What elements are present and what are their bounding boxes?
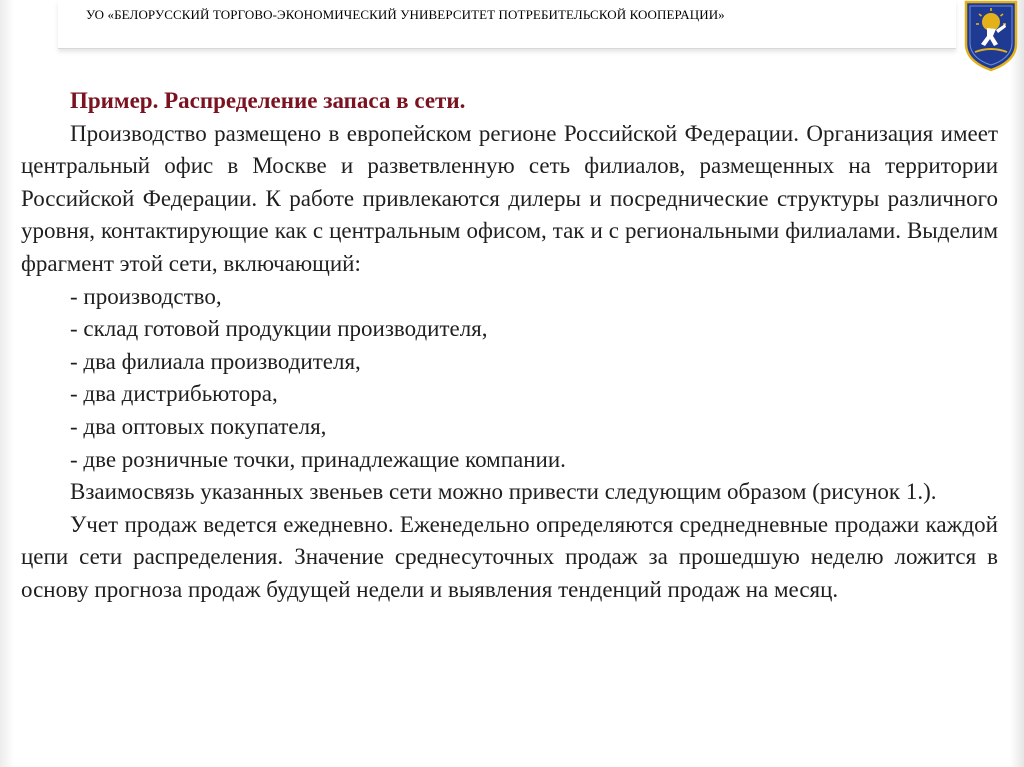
right-edge-shade xyxy=(1010,0,1024,767)
university-crest-icon xyxy=(963,0,1019,72)
list-item: - склад готовой продукции производителя, xyxy=(70,316,488,342)
slide-body xyxy=(21,85,998,607)
list-item: - два филиала производителя, xyxy=(70,348,361,374)
sales-paragraph: Учет продаж ведется ежедневно. Еженедельно определяются среднедневные продажи каждой цепи сети распределения. Значение среднесуточных продаж за прошедшую неделю ложится в основу прогноза продаж будущей недели и выявления тенденций продаж на месяц. xyxy=(21,511,998,602)
list-item: - два оптовых покупателя, xyxy=(70,413,327,439)
list-item: - два дистрибьютора, xyxy=(70,381,278,407)
left-edge-shade xyxy=(0,0,14,767)
example-title: Пример. Распределение запаса в сети. xyxy=(70,88,466,113)
list-item: - две розничные точки, принадлежащие компании. xyxy=(70,446,566,472)
intro-paragraph: Производство размещено в европейском регионе Российской Федерации. Организация имеет центральный офис в Москве и разветвленную сеть филиалов, размещенных на территории Российской Федерации. К работе привлекаются дилеры и посреднические структуры различного уровня, контактирующие как с центральным офисом, так и с региональными филиалами. Выделим фрагмент этой сети, включающий: xyxy=(21,120,998,276)
list-item: - производство, xyxy=(70,283,222,309)
relation-paragraph: Взаимосвязь указанных звеньев сети можно привести следующим образом (рисунок 1.). xyxy=(70,479,937,505)
header-organization-title: УО «БЕЛОРУССКИЙ ТОРГОВО-ЭКОНОМИЧЕСКИЙ УНИВЕРСИТЕТ ПОТРЕБИТЕЛЬСКОЙ КООПЕРАЦИИ» xyxy=(86,7,725,22)
